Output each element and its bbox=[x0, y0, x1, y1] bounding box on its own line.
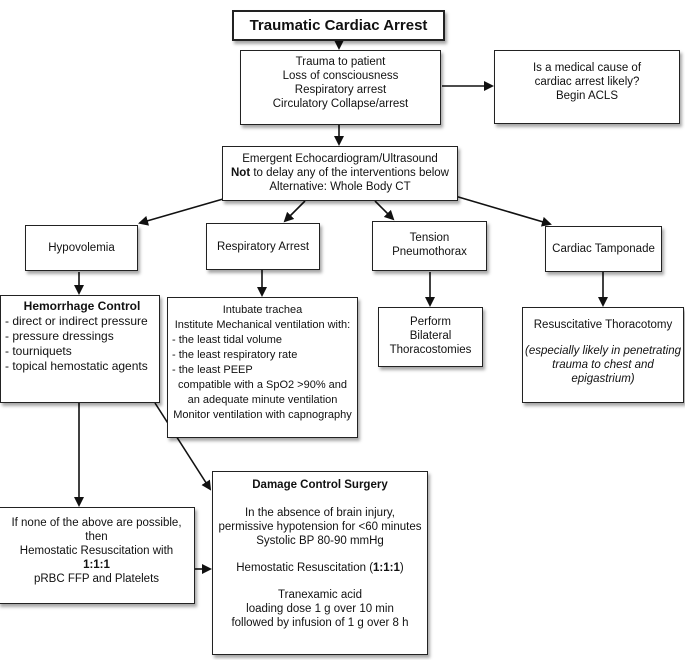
hemorrhage-item: - topical hemostatic agents bbox=[5, 359, 148, 373]
thoracotomy-note: trauma to chest and bbox=[552, 359, 654, 371]
intubate-item: - the least tidal volume bbox=[172, 334, 283, 346]
thoracotomy-box bbox=[522, 307, 684, 403]
diagram-title: Traumatic Cardiac Arrest bbox=[232, 10, 445, 41]
thoracostomies-box bbox=[378, 307, 483, 367]
respiratory-arrest-box: Respiratory Arrest bbox=[206, 223, 320, 270]
arrow-echo-to-hypovolemia bbox=[140, 197, 230, 223]
thoracotomy-note: (especially likely in penetrating bbox=[525, 345, 681, 357]
damage-control-surgery-box bbox=[212, 471, 428, 655]
intubate-line-5: Monitor ventilation with capnography bbox=[173, 409, 352, 421]
echo-line-2 bbox=[223, 166, 457, 180]
hemorrhage-item: - pressure dressings bbox=[5, 329, 114, 343]
dcs-txa: loading dose 1 g over 10 min bbox=[246, 603, 394, 615]
medical-line: Is a medical cause of bbox=[532, 62, 642, 74]
trauma-box bbox=[240, 50, 441, 125]
tension-line: Tension bbox=[409, 232, 450, 244]
thoracostomies-line: Bilateral bbox=[409, 330, 452, 342]
tamponade-box: Cardiac Tamponade bbox=[545, 226, 662, 272]
dcs-title: Damage Control Surgery bbox=[252, 479, 388, 491]
fallback-line-1: If none of the above are possible, bbox=[11, 517, 182, 529]
intubate-box bbox=[167, 297, 358, 438]
trauma-line: Respiratory arrest bbox=[294, 84, 387, 96]
hemorrhage-title: Hemorrhage Control bbox=[23, 299, 141, 313]
thoracostomies-line: Perform bbox=[410, 316, 451, 328]
echo-line-2-rest: to delay any of the interventions below bbox=[250, 167, 449, 179]
echo-box bbox=[222, 146, 458, 201]
hemostatic-fallback-box bbox=[0, 507, 195, 604]
intubate-line-4: an adequate minute ventilation bbox=[187, 394, 338, 406]
medical-line: cardiac arrest likely? bbox=[534, 76, 640, 88]
thoracotomy-title: Resuscitative Thoracotomy bbox=[533, 319, 673, 331]
hemorrhage-item: - direct or indirect pressure bbox=[5, 314, 148, 328]
dcs-line: Systolic BP 80-90 mmHg bbox=[256, 535, 384, 547]
intubate-line-1: Intubate trachea bbox=[222, 304, 303, 316]
dcs-line: In the absence of brain injury, bbox=[244, 507, 396, 519]
dcs-txa: followed by infusion of 1 g over 8 h bbox=[231, 617, 409, 629]
tension-box bbox=[372, 221, 487, 271]
dcs-txa: Tranexamic acid bbox=[278, 589, 362, 601]
intubate-line-2: Institute Mechanical ventilation with: bbox=[174, 319, 351, 331]
fallback-line-4: pRBC FFP and Platelets bbox=[33, 573, 160, 585]
intubate-item: - the least respiratory rate bbox=[172, 349, 298, 361]
echo-line-1: Emergent Echocardiogram/Ultrasound bbox=[242, 153, 438, 165]
intubate-item: - the least PEEP bbox=[172, 364, 253, 376]
dcs-line: permissive hypotension for <60 minutes bbox=[218, 521, 422, 533]
thoracotomy-note: epigastrium) bbox=[571, 373, 635, 385]
arrow-echo-to-respiratory bbox=[285, 201, 305, 221]
trauma-line: Circulatory Collapse/arrest bbox=[272, 98, 409, 110]
medical-cause-box bbox=[494, 50, 680, 124]
hypovolemia-box: Hypovolemia bbox=[25, 225, 138, 271]
trauma-line: Trauma to patient bbox=[295, 56, 386, 68]
trauma-line: Loss of consciousness bbox=[282, 70, 399, 82]
medical-line: Begin ACLS bbox=[555, 90, 618, 102]
fallback-line-2: then bbox=[85, 531, 108, 543]
arrow-echo-to-tension bbox=[375, 201, 393, 219]
dcs-hemostatic: Hemostatic Resuscitation (1:1:1) bbox=[236, 562, 404, 574]
echo-line-3: Alternative: Whole Body CT bbox=[269, 181, 411, 193]
intubate-line-3: compatible with a SpO2 >90% and bbox=[177, 379, 348, 391]
hemorrhage-control-box bbox=[0, 295, 160, 403]
arrow-echo-to-tamponade bbox=[455, 196, 550, 224]
tension-line: Pneumothorax bbox=[392, 246, 467, 258]
hemorrhage-item: - tourniquets bbox=[5, 344, 72, 358]
fallback-ratio: 1:1:1 bbox=[83, 559, 110, 571]
thoracostomies-line: Thoracostomies bbox=[389, 344, 472, 356]
fallback-line-3: Hemostatic Resuscitation with bbox=[19, 545, 174, 557]
echo-not: Not bbox=[231, 167, 251, 179]
